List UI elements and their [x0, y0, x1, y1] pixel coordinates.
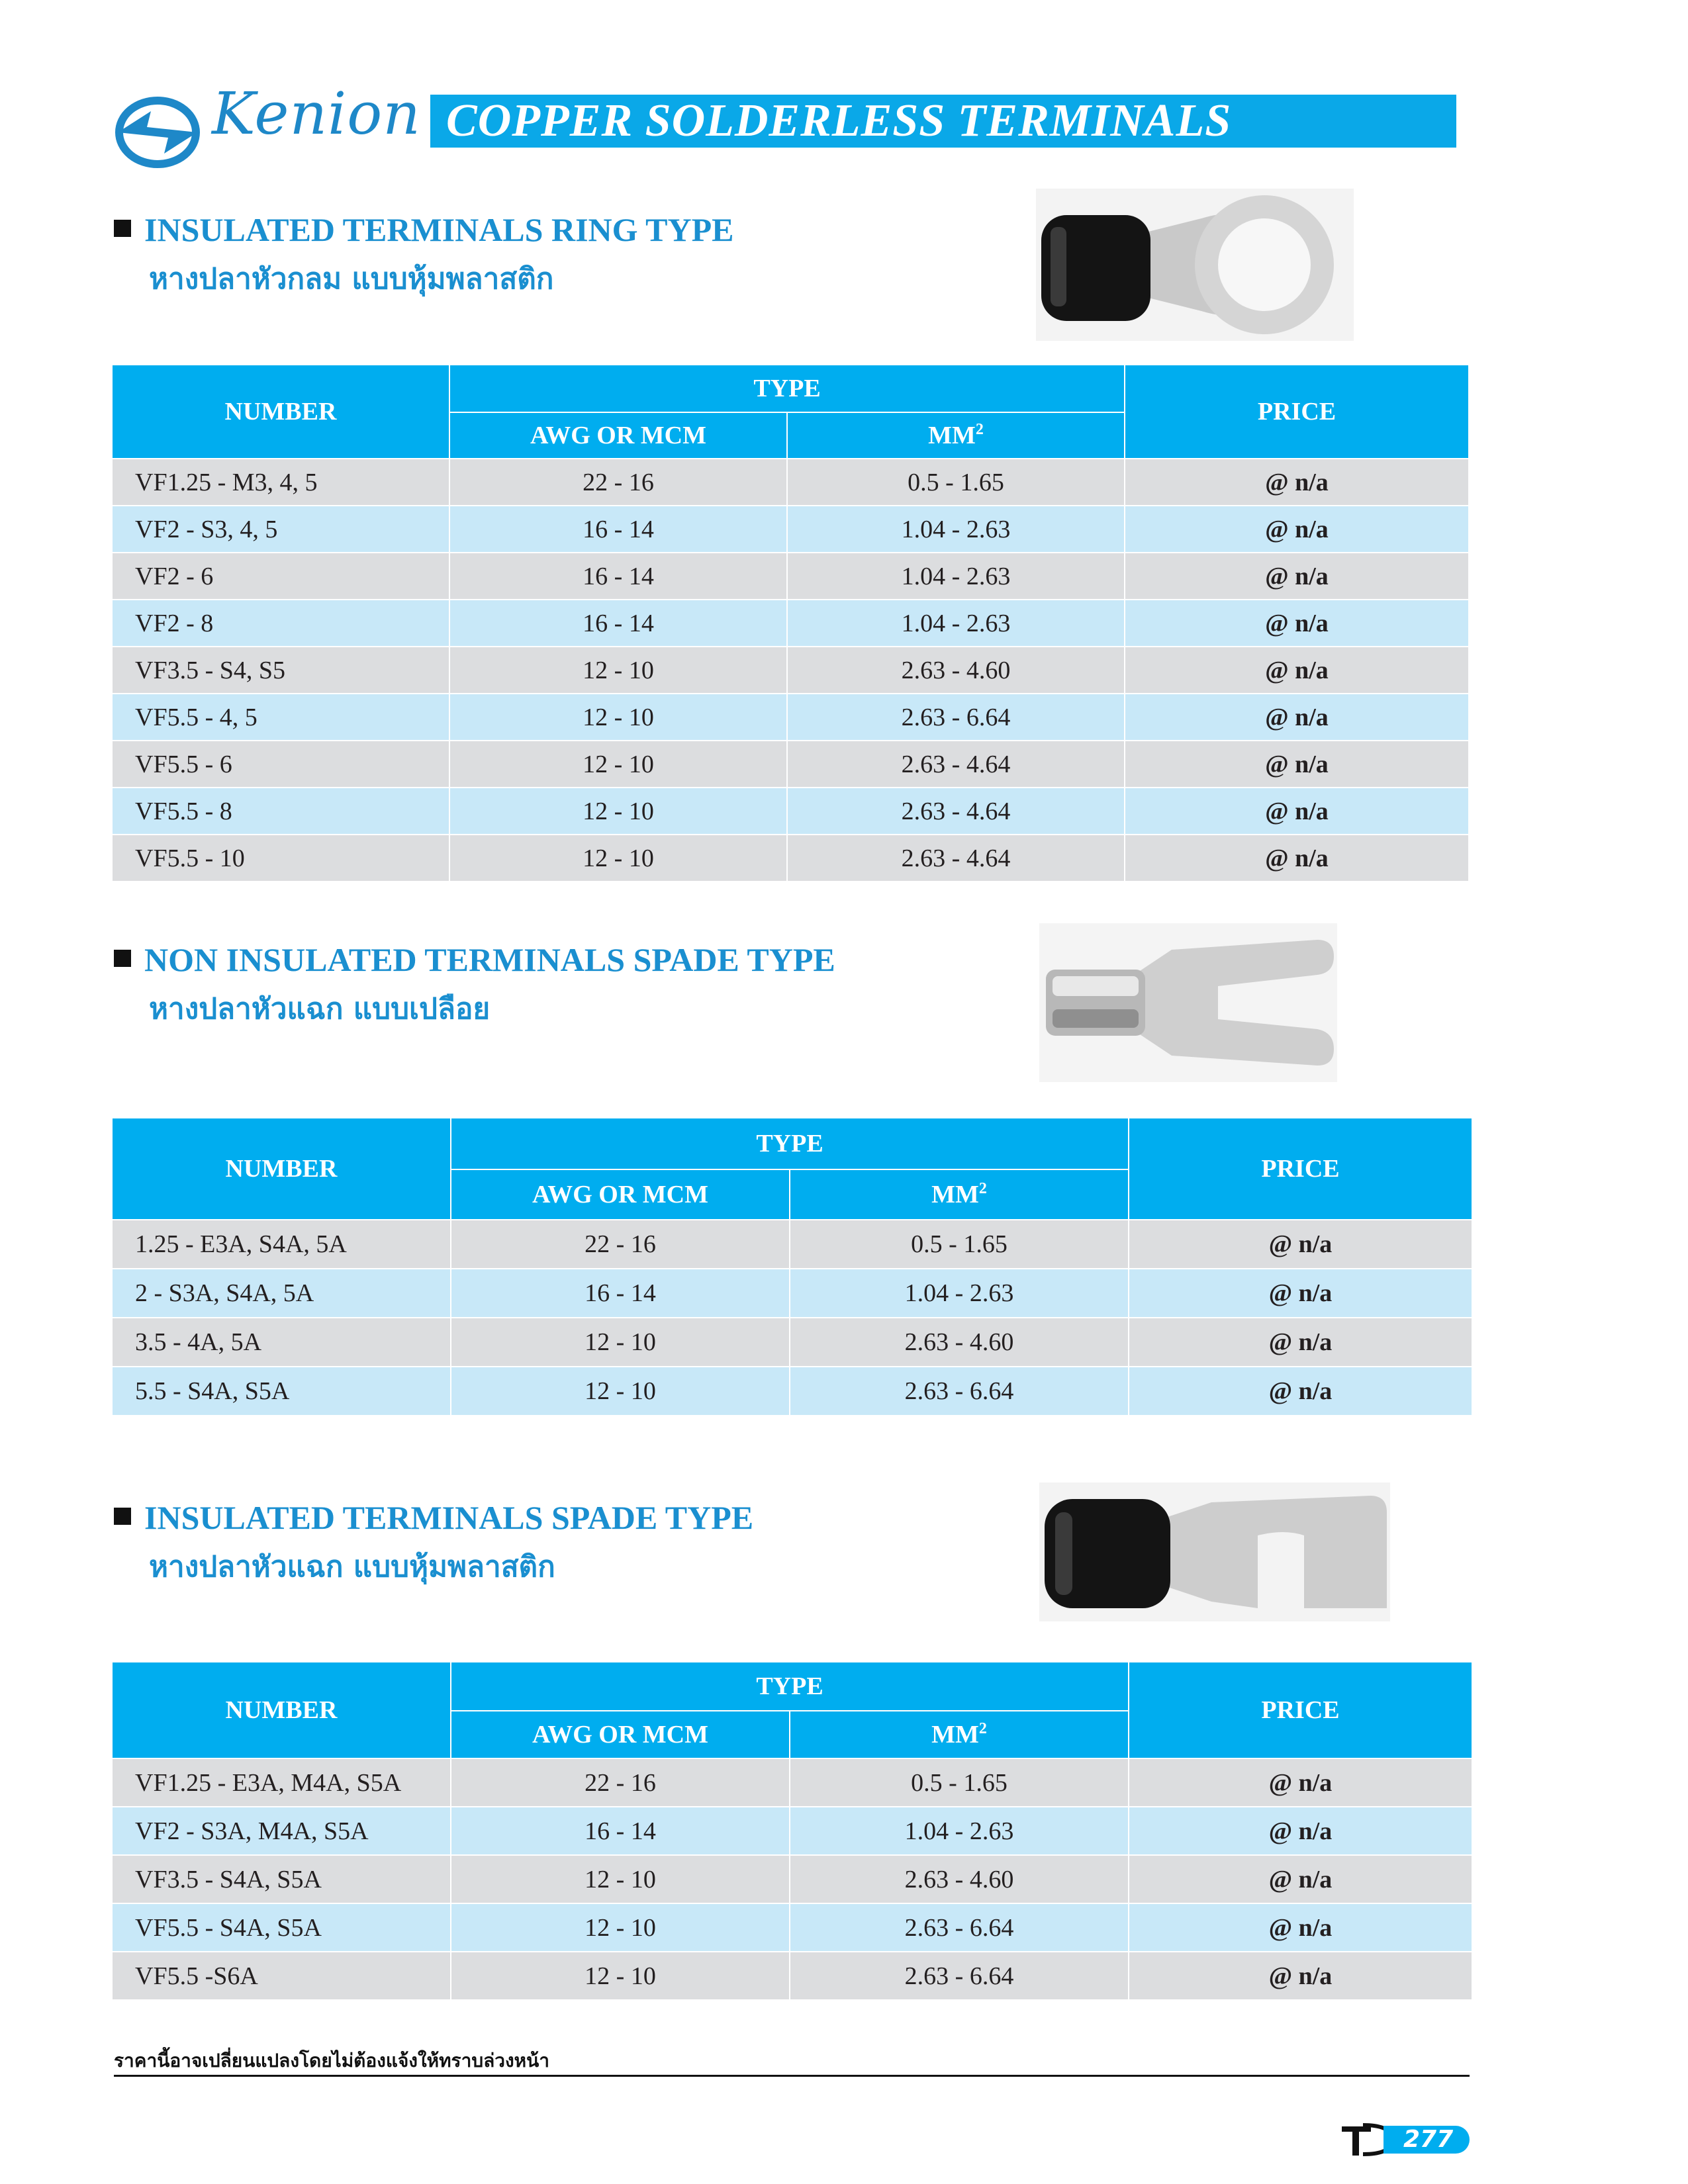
header-type: TYPE	[451, 1662, 1129, 1711]
cell-number: VF2 - S3A, M4A, S5A	[112, 1807, 451, 1855]
cell-number: VF3.5 - S4A, S5A	[112, 1855, 451, 1903]
cell-awg: 12 - 10	[451, 1367, 790, 1416]
table-row	[112, 835, 1469, 882]
cell-mm: 2.63 - 4.60	[790, 1855, 1129, 1903]
insulated-spade-terminal-image	[1039, 1482, 1390, 1621]
table-row	[112, 788, 1469, 835]
non-insulated-spade-terminal-image	[1039, 923, 1337, 1082]
cell-price: @ n/a	[1129, 1758, 1472, 1807]
table-row	[112, 1952, 1472, 2000]
cell-price: @ n/a	[1129, 1269, 1472, 1318]
cell-number: VF3.5 - S4, S5	[112, 647, 449, 694]
section-2-subtitle: หางปลาหัวแฉก แบบเปลือย	[149, 992, 491, 1026]
cell-mm: 1.04 - 2.63	[790, 1269, 1129, 1318]
cell-awg: 12 - 10	[449, 741, 787, 788]
cell-awg: 16 - 14	[449, 553, 787, 600]
header-type: TYPE	[449, 365, 1125, 412]
table-row	[112, 1318, 1472, 1367]
cell-awg: 12 - 10	[449, 788, 787, 835]
cell-awg: 12 - 10	[449, 694, 787, 741]
cell-price: @ n/a	[1129, 1952, 1472, 2000]
section-2-title-text: NON INSULATED TERMINALS SPADE TYPE	[144, 941, 835, 978]
cell-mm: 0.5 - 1.65	[787, 459, 1125, 506]
header-number: NUMBER	[112, 365, 449, 459]
header-awg: AWG OR MCM	[449, 412, 787, 459]
cell-price: @ n/a	[1125, 506, 1469, 553]
cell-awg: 22 - 16	[451, 1220, 790, 1269]
cell-awg: 12 - 10	[449, 647, 787, 694]
cell-number: VF1.25 - E3A, M4A, S5A	[112, 1758, 451, 1807]
cell-mm: 1.04 - 2.63	[787, 600, 1125, 647]
cell-awg: 12 - 10	[451, 1903, 790, 1952]
cell-price: @ n/a	[1125, 459, 1469, 506]
section-1-title	[114, 213, 733, 246]
cell-awg: 16 - 14	[449, 506, 787, 553]
cell-mm: 2.63 - 4.64	[787, 741, 1125, 788]
table-row	[112, 1758, 1472, 1807]
table-row	[112, 1855, 1472, 1903]
section-2-title	[114, 943, 835, 976]
cell-mm: 2.63 - 4.60	[787, 647, 1125, 694]
header-mm: $MM^2$	[790, 1169, 1129, 1220]
cell-awg: 22 - 16	[449, 459, 787, 506]
ring-terminal-image	[1036, 189, 1354, 341]
table-row	[112, 647, 1469, 694]
header-mm: $MM^2$	[790, 1711, 1129, 1758]
kenion-logo-icon	[111, 93, 204, 172]
cell-price: @ n/a	[1129, 1220, 1472, 1269]
cell-price: @ n/a	[1125, 788, 1469, 835]
header-price: PRICE	[1125, 365, 1469, 459]
cell-mm: 2.63 - 4.64	[787, 788, 1125, 835]
header-awg: AWG OR MCM	[451, 1711, 790, 1758]
header-price: PRICE	[1129, 1118, 1472, 1220]
table-row	[112, 1367, 1472, 1416]
cell-mm: 2.63 - 6.64	[790, 1367, 1129, 1416]
table-row	[112, 600, 1469, 647]
section-1-title-text: INSULATED TERMINALS RING TYPE	[144, 211, 734, 248]
cell-number: 1.25 - E3A, S4A, 5A	[112, 1220, 451, 1269]
cell-number: VF2 - 8	[112, 600, 449, 647]
table-row	[112, 553, 1469, 600]
cell-mm: 0.5 - 1.65	[790, 1758, 1129, 1807]
cell-mm: 1.04 - 2.63	[787, 553, 1125, 600]
footer-divider	[114, 2075, 1470, 2077]
cell-awg: 12 - 10	[451, 1318, 790, 1367]
section-3-subtitle: หางปลาหัวแฉก แบบหุ้มพลาสติก	[149, 1550, 555, 1584]
cell-price: @ n/a	[1125, 741, 1469, 788]
non-insulated-spade-table	[111, 1117, 1473, 1416]
non-insulated-spade-rows	[112, 1220, 1472, 1416]
cell-price: @ n/a	[1129, 1903, 1472, 1952]
table-row	[112, 506, 1469, 553]
cell-number: VF5.5 - 8	[112, 788, 449, 835]
insulated-spade-table	[111, 1661, 1473, 2001]
insulated-spade-rows	[112, 1758, 1472, 2000]
cell-price: @ n/a	[1125, 647, 1469, 694]
cell-mm: 1.04 - 2.63	[787, 506, 1125, 553]
cell-price: @ n/a	[1125, 553, 1469, 600]
cell-price: @ n/a	[1129, 1367, 1472, 1416]
table-row	[112, 1269, 1472, 1318]
cell-number: VF5.5 - 4, 5	[112, 694, 449, 741]
cell-number: 5.5 - S4A, S5A	[112, 1367, 451, 1416]
cell-awg: 12 - 10	[449, 835, 787, 882]
cell-mm: 2.63 - 6.64	[790, 1903, 1129, 1952]
cell-mm: 2.63 - 4.60	[790, 1318, 1129, 1367]
cell-mm: 2.63 - 6.64	[787, 694, 1125, 741]
table-row	[112, 741, 1469, 788]
cell-number: VF2 - S3, 4, 5	[112, 506, 449, 553]
cell-price: @ n/a	[1125, 835, 1469, 882]
cell-number: 3.5 - 4A, 5A	[112, 1318, 451, 1367]
cell-awg: 22 - 16	[451, 1758, 790, 1807]
cell-mm: 2.63 - 4.64	[787, 835, 1125, 882]
cell-number: VF5.5 -S6A	[112, 1952, 451, 2000]
section-1-subtitle: หางปลาหัวกลม แบบหุ้มพลาสติก	[149, 262, 554, 296]
bullet-square-icon	[114, 950, 131, 967]
header-number: NUMBER	[112, 1118, 451, 1220]
page-title: COPPER SOLDERLESS TERMINALS	[446, 95, 1232, 146]
page-number: 277	[1403, 2126, 1454, 2153]
price-change-note: ราคานี้อาจเปลี่ยนแปลงโดยไม่ต้องแจ้งให้ทราบล่วงหน้า	[114, 2050, 549, 2071]
bullet-square-icon	[114, 220, 131, 237]
cell-number: VF5.5 - S4A, S5A	[112, 1903, 451, 1952]
table-row	[112, 1807, 1472, 1855]
table-row	[112, 694, 1469, 741]
table-row	[112, 1903, 1472, 1952]
cell-awg: 12 - 10	[451, 1855, 790, 1903]
cell-mm: 0.5 - 1.65	[790, 1220, 1129, 1269]
page-number-badge	[1383, 2126, 1470, 2154]
cell-price: @ n/a	[1129, 1855, 1472, 1903]
header-number: NUMBER	[112, 1662, 451, 1758]
bullet-square-icon	[114, 1508, 131, 1525]
header-mm: $MM^2$	[787, 412, 1125, 459]
cell-number: VF5.5 - 6	[112, 741, 449, 788]
section-3-title-text: INSULATED TERMINALS SPADE TYPE	[144, 1499, 754, 1536]
brand-name: Kenion	[212, 79, 421, 148]
cell-price: @ n/a	[1125, 694, 1469, 741]
header-awg: AWG OR MCM	[451, 1169, 790, 1220]
cell-number: VF2 - 6	[112, 553, 449, 600]
cell-mm: 1.04 - 2.63	[790, 1807, 1129, 1855]
cell-awg: 16 - 14	[451, 1269, 790, 1318]
cell-awg: 16 - 14	[449, 600, 787, 647]
cell-price: @ n/a	[1129, 1318, 1472, 1367]
cell-number: VF5.5 - 10	[112, 835, 449, 882]
header-price: PRICE	[1129, 1662, 1472, 1758]
cell-awg: 16 - 14	[451, 1807, 790, 1855]
cell-price: @ n/a	[1129, 1807, 1472, 1855]
table-row	[112, 1220, 1472, 1269]
cell-number: VF1.25 - M3, 4, 5	[112, 459, 449, 506]
ring-terminal-rows	[112, 459, 1469, 882]
cell-awg: 12 - 10	[451, 1952, 790, 2000]
cell-number: 2 - S3A, S4A, 5A	[112, 1269, 451, 1318]
section-3-title	[114, 1501, 753, 1534]
table-row	[112, 459, 1469, 506]
ring-terminal-table	[111, 364, 1470, 882]
cell-mm: 2.63 - 6.64	[790, 1952, 1129, 2000]
header-type: TYPE	[451, 1118, 1129, 1169]
cell-price: @ n/a	[1125, 600, 1469, 647]
title-bar	[430, 95, 1456, 148]
